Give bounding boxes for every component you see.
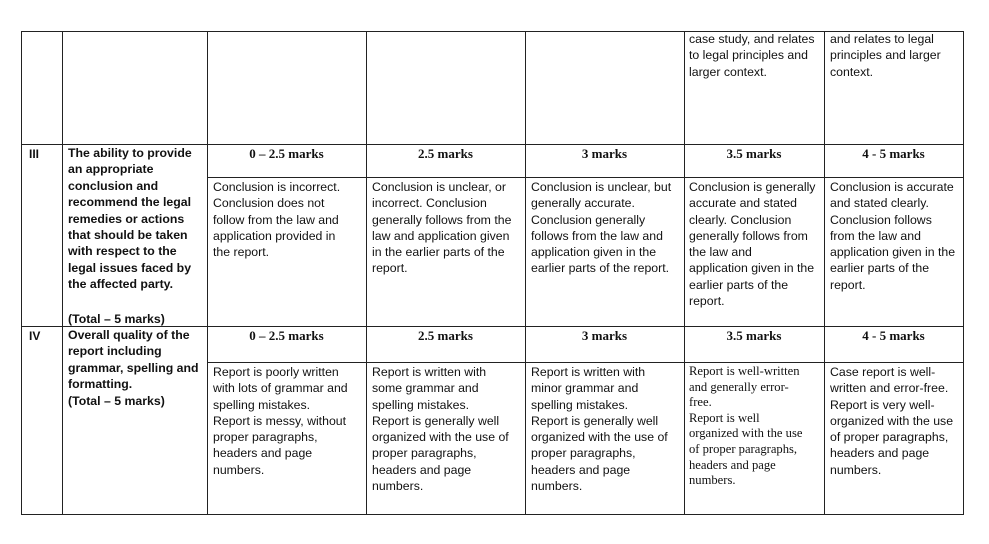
row-iv-header-3: 3 marks <box>581 328 628 343</box>
row-iv-number: IV <box>29 329 41 343</box>
row-iv-cell-1: Report is poorly written with lots of grammar and spelling mistakes. Report is messy, without proper paragraphs, headers and page numbers. <box>213 365 348 477</box>
col-border-7 <box>963 31 964 515</box>
row-iii-cell-1: Conclusion is incorrect. Conclusion does not follow from the law and application provided in the report. <box>213 180 341 260</box>
col-border-3 <box>366 31 367 515</box>
row-border-iii-header <box>207 177 964 178</box>
col-border-6 <box>824 31 825 515</box>
col-border-0 <box>21 31 22 515</box>
row-border-iv-header <box>207 362 964 363</box>
row-iii-header-5: 4 - 5 marks <box>862 146 925 161</box>
top-row-col5-text: case study, and relates to legal principles and larger context. <box>689 32 815 79</box>
col-border-2 <box>207 31 208 515</box>
row-iv-criterion: Overall quality of the report including grammar, spelling and formatting. (Total – 5 marks) <box>68 328 199 408</box>
row-iv-cell-4: Report is well-written and generally error- free. Report is well organized with the use of proper paragraphs, headers and page numbers. <box>689 364 803 488</box>
row-iv-header-1: 0 – 2.5 marks <box>249 328 324 343</box>
row-iv-cell-5: Case report is well- written and error-free. Report is very well- organized with the use of proper paragraphs, headers and page numbers. <box>830 365 954 477</box>
row-iv-header-5: 4 - 5 marks <box>862 328 925 343</box>
row-iv-header-2: 2.5 marks <box>418 328 473 343</box>
row-iii-cell-5: Conclusion is accurate and stated clearly. Conclusion follows from the law and application given in the earlier parts of the report. <box>830 180 956 292</box>
row-iii-header-2: 2.5 marks <box>418 146 473 161</box>
row-iii-header-1: 0 – 2.5 marks <box>249 146 324 161</box>
row-iii-number: III <box>29 147 40 161</box>
row-iv-cell-3: Report is written with minor grammar and spelling mistakes. Report is generally well organized with the use of proper paragraphs, headers and page numbers. <box>531 365 668 494</box>
row-iv-cell-2: Report is written with some grammar and spelling mistakes. Report is generally well organized with the use of proper paragraphs, headers and page numbers. <box>372 365 509 494</box>
top-row-col6-text: and relates to legal principles and larger context. <box>830 32 941 79</box>
row-iii-cell-2: Conclusion is unclear, or incorrect. Conclusion generally follows from the law and application given in the earlier parts of the report. <box>372 180 512 276</box>
row-iii-header-4: 3.5 marks <box>726 146 782 161</box>
row-border-bottom <box>21 514 964 515</box>
row-iii-cell-3: Conclusion is unclear, but generally accurate. Conclusion generally follows from the law and application given in the earlier parts of the report. <box>531 180 672 276</box>
row-iii-header-3: 3 marks <box>581 146 628 161</box>
row-iv-header-4: 3.5 marks <box>726 328 782 343</box>
row-iii-criterion: The ability to provide an appropriate conclusion and recommend the legal remedies or actions that should be taken with respect to the legal issues faced by the affected party. <box>68 146 192 292</box>
col-border-4 <box>525 31 526 515</box>
row-iii-cell-4: Conclusion is generally accurate and stated clearly. Conclusion generally follows from the law and application given in the earlier parts of the report. <box>689 180 816 309</box>
row-iii-total: (Total – 5 marks) <box>68 312 165 326</box>
row-border-top <box>21 31 964 32</box>
col-border-1 <box>62 31 63 515</box>
col-border-5 <box>684 31 685 515</box>
